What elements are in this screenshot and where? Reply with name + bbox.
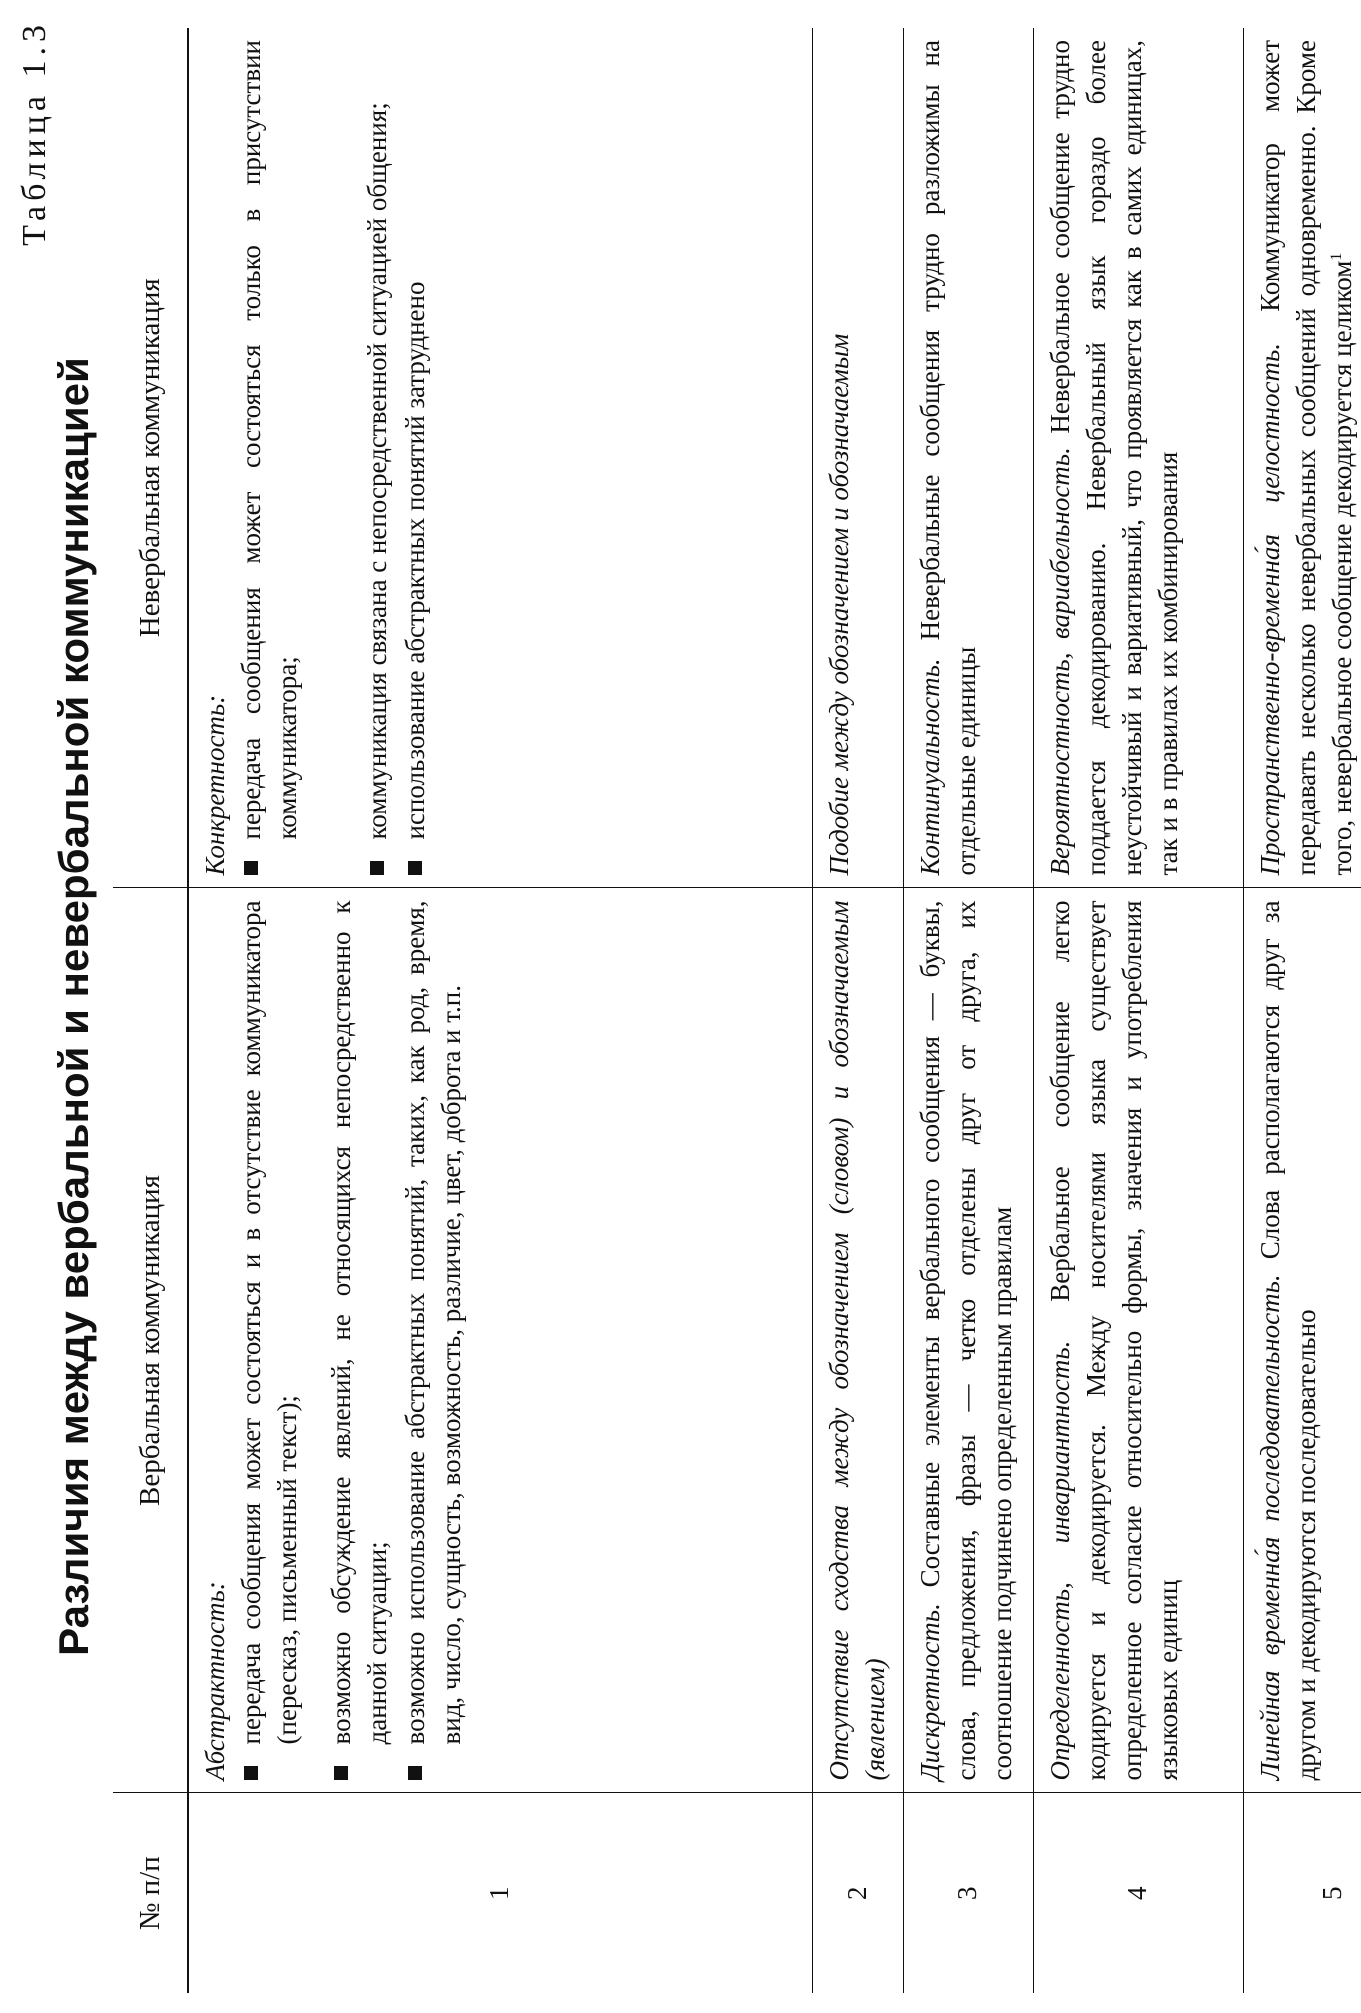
row-number: 4 xyxy=(1033,1793,1243,1993)
table-row xyxy=(812,28,903,1993)
nonverbal-cell xyxy=(188,28,812,888)
cell-text: Вербальное сообщение легко кодируется и декодируется. Между носителями языка существует определенное согласие относительно формы, значения и употребления языковых единиц xyxy=(1044,900,1183,1781)
cell-text: Коммуникатор может передавать несколько невербальных сообщений одновременно. Кроме того, невербальное сообщение декодируется целиком xyxy=(1254,40,1357,876)
table-row xyxy=(1033,28,1243,1993)
footnote-marker: 1 xyxy=(1327,252,1345,261)
nonverbal-cell xyxy=(1033,28,1243,888)
trait-label: Вероятностность, вариабельность. xyxy=(1044,447,1075,876)
trait-label: Отсутствие сходства между обозначением (словом) и обозначаемым (явлением) xyxy=(823,900,890,1781)
row-number: 5 xyxy=(1317,1886,1348,1900)
header-verbal: Вербальная коммуникация xyxy=(113,888,188,1793)
square-bullet-icon xyxy=(244,862,258,876)
table-title: Различия между вербальной и невербальной коммуникацией xyxy=(50,357,97,1656)
list-item: использование абстрактных понятий затруднено xyxy=(397,40,433,876)
list-item: передача сообщения может состояться только в присутствии коммуникатора; xyxy=(233,40,305,876)
list-item: возможно обсуждение явлений, не относящихся непосредственно к данной ситуации; xyxy=(323,901,395,1781)
cell-text: Слова располагаются друг за другом и декодируются последовательно xyxy=(1254,900,1321,1781)
verbal-cell xyxy=(1243,888,1361,1793)
trait-label: Определенность, инвариантность. xyxy=(1044,1340,1075,1781)
trait-label: Континуальность. xyxy=(914,658,945,876)
nonverbal-cell xyxy=(903,28,1033,888)
bullet-list xyxy=(233,40,433,876)
header-nonverbal: Невербальная коммуникация xyxy=(113,28,188,888)
trait-label: Конкретность: xyxy=(200,694,230,876)
verbal-cell xyxy=(903,888,1033,1793)
square-bullet-icon xyxy=(244,1767,258,1781)
row-number: 3 xyxy=(903,1793,1033,1993)
cell-text: Составные элементы вербального сообщения — буквы, слова, предложения, фразы — четко отделены друг от друга, их соотношение подчинено определенным правилам xyxy=(914,900,1017,1781)
header-number: № п/п xyxy=(113,1793,188,1993)
trait-label: Пространственно-временна́я целостность. xyxy=(1254,342,1285,876)
nonverbal-cell xyxy=(812,28,903,888)
cell-text: Невербальные сообщения трудно разложимы на отдельные единицы xyxy=(914,40,981,876)
table-row xyxy=(903,28,1033,1993)
verbal-cell xyxy=(1033,888,1243,1793)
list-item: передача сообщения может состояться и в отсутствие коммуникатора (пересказ, письменный текст); xyxy=(233,901,305,1781)
list-item: коммуникация связана с непосредственной ситуацией общения; xyxy=(359,40,395,876)
table-row xyxy=(1243,28,1361,1993)
square-bullet-icon xyxy=(334,1767,348,1781)
verbal-cell xyxy=(188,888,812,1793)
nonverbal-cell xyxy=(1243,28,1361,888)
trait-label: Дискретность. xyxy=(914,1603,945,1781)
trait-label: Подобие между обозначением и обозначаемым xyxy=(823,333,854,876)
trait-label: Абстрактность: xyxy=(200,1581,230,1781)
row-number: 2 xyxy=(812,1793,903,1993)
verbal-cell xyxy=(812,888,903,1793)
trait-label: Линейная временна́я последовательность. xyxy=(1254,1274,1285,1781)
cell-text: Невербальное сообщение трудно поддается декодированию. Невербальный язык гораздо более неустойчивый и вариативный, что проявляется как в самих единицах, так и в правилах их комбинирования xyxy=(1044,40,1183,876)
header-row xyxy=(113,28,188,1993)
list-item: возможно использование абстрактных понятий, таких, как род, время, вид, число, сущность, возможность, различие, цвет, доброта и т.п. xyxy=(397,901,469,1781)
comparison-table xyxy=(113,28,1361,1993)
bullet-list xyxy=(233,901,469,1781)
table-row xyxy=(188,28,812,1993)
row-number: 1 xyxy=(188,1793,812,1993)
square-bullet-icon xyxy=(408,1767,422,1781)
square-bullet-icon xyxy=(408,862,422,876)
table-caption: Таблица 1.3 xyxy=(16,20,53,246)
square-bullet-icon xyxy=(370,862,384,876)
